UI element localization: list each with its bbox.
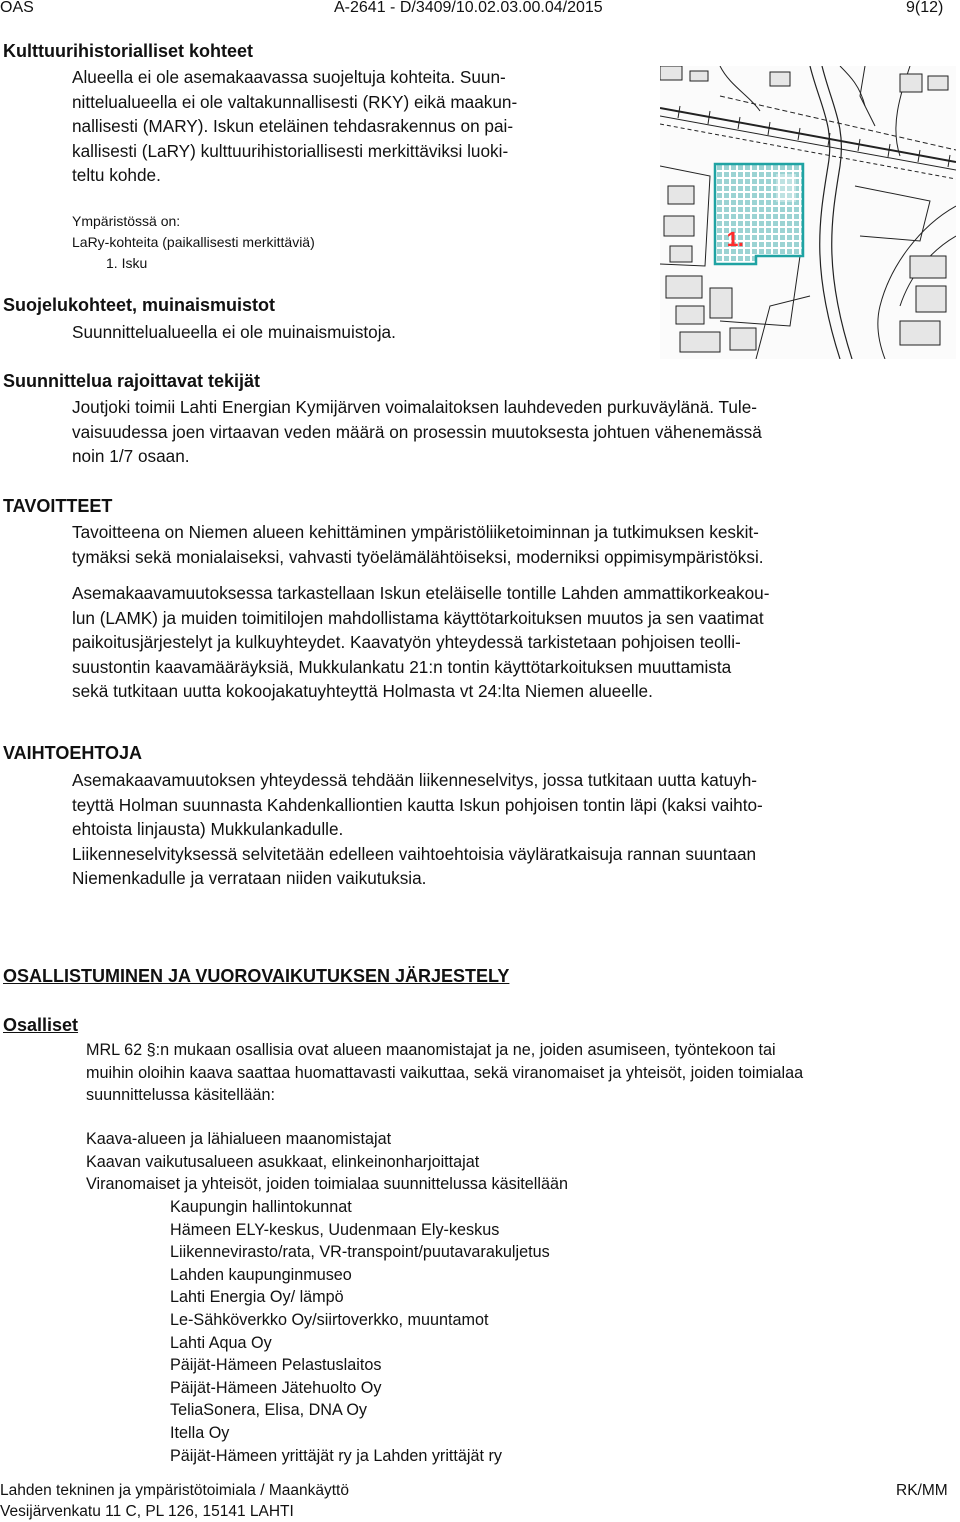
footer-address [0, 1480, 349, 1522]
text-line: teltu kohde. [72, 165, 161, 185]
page-number: 9(12) [906, 0, 944, 16]
text-line: nallisesti (MARY). Iskun eteläinen tehdasrakennus on pai- [72, 116, 514, 136]
list-item: Päijät-Hämeen Jätehuolto Oy [170, 1378, 382, 1397]
list-item: TeliaSonera, Elisa, DNA Oy [170, 1401, 368, 1420]
environment-title: Ympäristössä on: [72, 213, 181, 229]
environment-subtitle: LaRy-kohteita (paikallisesti merkittäviä) [72, 234, 315, 250]
protection-heading: Suojelukohteet, muinaismuistot [3, 295, 276, 315]
participation-heading: OSALLISTUMINEN JA VUOROVAIKUTUKSEN JÄRJESTELY [3, 966, 510, 986]
text-line: Liikenneselvityksessä selvitetään edelleen vaihtoehtoisia väyläratkaisuja rannan suuntaan [72, 843, 757, 864]
protection-text: Suunnittelualueella ei ole muinaismuistoja. [72, 322, 396, 342]
site-map [660, 66, 956, 359]
list-item: Kaavan vaikutusalueen asukkaat, elinkeinonharjoittajat [86, 1152, 480, 1171]
list-item: Hämeen ELY-keskus, Uudenmaan Ely-keskus [170, 1220, 500, 1239]
environment-item: 1. Isku [106, 255, 148, 271]
text-line: ehtoista linjausta) Mukkulankadulle. [72, 819, 344, 839]
list-item: Päijät-Hämeen Pelastuslaitos [170, 1356, 382, 1375]
participation-intro [86, 1039, 803, 1107]
text-line: suunnittelussa käsitellään: [86, 1086, 275, 1104]
footer-street: Vesijärvenkatu 11 C, PL 126, 15141 LAHTI [0, 1503, 294, 1520]
map-label: 1. [727, 229, 744, 251]
text-line: nittelualueella ei ole valtakunnallisesti (RKY) eikä maakun- [72, 91, 518, 112]
text-line: Niemenkadulle ja verrataan niiden vaikutuksia. [72, 868, 427, 888]
text-line: Joutjoki toimii Lahti Energian Kymijärven voimalaitoksen lauhdeveden purkuväylänä. Tule- [72, 397, 758, 417]
list-item: Viranomaiset ja yhteisöt, joiden toimialaa suunnittelussa käsitellään [86, 1175, 569, 1194]
text-line: suustontin kaavamääräyksiä, Mukkulankatu 21:n tontin käyttötarkoituksen muuttamista [72, 656, 732, 677]
document-code: A-2641 - D/3409/10.02.03.00.04/2015 [334, 0, 603, 16]
list-item: Kaava-alueen ja lähialueen maanomistajat [86, 1130, 392, 1148]
text-line: Asemakaavamuutoksen yhteydessä tehdään liikenneselvitys, jossa tutkitaan uutta katuyh- [72, 770, 758, 790]
goals-paragraph-1 [72, 520, 764, 569]
list-item: Kaupungin hallintokunnat [170, 1198, 352, 1216]
text-line: MRL 62 §:n mukaan osallisia ovat alueen maanomistajat ja ne, joiden asumiseen, työntekoon tai [86, 1041, 776, 1059]
text-line: vaisuudessa joen virtaavan veden määrä on prosessin muutoksesta johtuen vähenemässä [72, 421, 762, 442]
goals-heading: TAVOITTEET [3, 496, 113, 516]
alternatives-heading: VAIHTOEHTOJA [3, 743, 143, 763]
alternatives-text [72, 768, 763, 891]
list-item: Lahti Aqua Oy [170, 1333, 272, 1352]
text-line: Tavoitteena on Niemen alueen kehittäminen ympäristöliiketoiminnan ja tutkimuksen keskit- [72, 522, 759, 542]
constraints-text [72, 395, 762, 469]
footer-initials: RK/MM [896, 1482, 948, 1499]
list-item: Itella Oy [170, 1423, 230, 1442]
site-map-drawing [660, 66, 956, 359]
participants-heading: Osalliset [3, 1015, 79, 1035]
text-line: Asemakaavamuutoksessa tarkastellaan Iskun eteläiselle tontille Lahden ammattikorkeakou- [72, 583, 770, 603]
list-item: Liikennevirasto/rata, VR-transpoint/puutavarakuljetus [170, 1243, 550, 1262]
text-line: lun (LAMK) ja muiden toimitilojen mahdollistama käyttötarkoituksen muutos ja sen vaatimat [72, 607, 764, 628]
constraints-heading: Suunnittelua rajoittavat tekijät [3, 371, 261, 391]
text-line: paikoitusjärjestelyt ja kulkuyhteydet. Kaavatyön yhteydessä tarkistetaan pohjoisen teolli- [72, 632, 741, 652]
text-line: sekä tutkitaan uutta kokoojakatuyhteyttä Holmasta vt 24:lta Niemen alueelle. [72, 681, 653, 701]
culture-heading: Kulttuurihistorialliset kohteet [3, 41, 254, 61]
list-item: Lahti Energia Oy/ lämpö [170, 1288, 344, 1307]
list-item: Lahden kaupunginmuseo [170, 1265, 352, 1284]
environment-note [72, 211, 315, 274]
text-line: noin 1/7 osaan. [72, 446, 190, 466]
list-item: Le-Sähköverkko Oy/siirtoverkko, muuntamot [170, 1310, 489, 1329]
participant-groups [86, 1128, 568, 1196]
list-item: Päijät-Hämeen yrittäjät ry ja Lahden yrittäjät ry [170, 1446, 502, 1465]
header-left: OAS [0, 0, 34, 16]
text-line: teyttä Holman suunnasta Kahdenkalliontien kautta Iskun pohjoisen tontin läpi (kaksi vaihto- [72, 794, 763, 815]
text-line: Alueella ei ole asemakaavassa suojeltuja kohteita. Suun- [72, 67, 506, 87]
goals-paragraph-2 [72, 581, 769, 704]
text-line: muihin oloihin kaava saattaa huomattavasti vaikuttaa, sekä viranomaiset ja yhteisöt, joiden toimialaa [86, 1063, 804, 1082]
authority-list [170, 1196, 550, 1467]
text-line: kallisesti (LaRY) kulttuurihistoriallisesti merkittäviksi luoki- [72, 140, 509, 161]
culture-text [72, 65, 517, 188]
text-line: tymäksi sekä monialaiseksi, vahvasti työelämälähtöiseksi, moderniksi oppimisympäristöksi. [72, 546, 764, 567]
footer-department: Lahden tekninen ja ympäristötoimiala / Maankäyttö [0, 1482, 349, 1499]
